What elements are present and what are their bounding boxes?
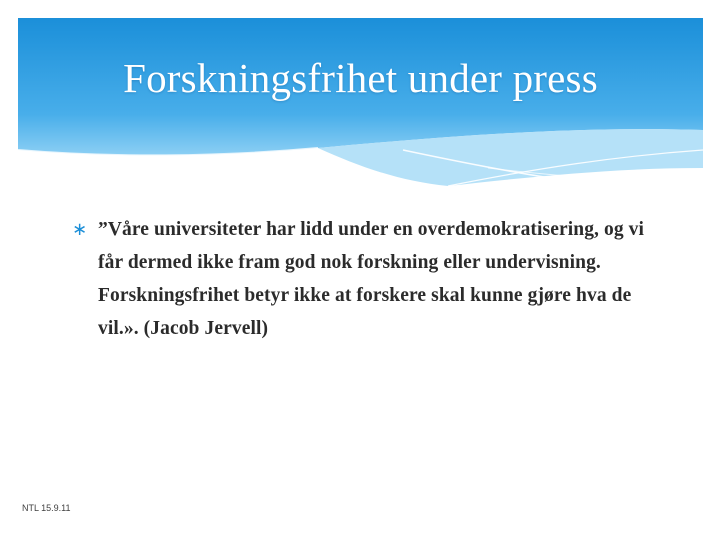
bullet-list <box>72 213 662 345</box>
slide-title: Forskningsfrihet under press <box>123 55 598 101</box>
asterisk-bullet-icon: ∗ <box>72 219 88 240</box>
quote-text: ”Våre universiteter har lidd under en overdemokratisering, og vi får dermed ikke fram god nok forskning eller undervisning. Forskningsfrihet betyr ikke at forskere skal kunne gjøre hva de vil.». (Jacob Jervell) <box>98 219 645 339</box>
footer-date: NTL 15.9.11 <box>22 503 71 513</box>
banner-wave-graphic <box>18 18 703 198</box>
title-banner <box>18 18 703 198</box>
bullet-item <box>72 213 662 345</box>
